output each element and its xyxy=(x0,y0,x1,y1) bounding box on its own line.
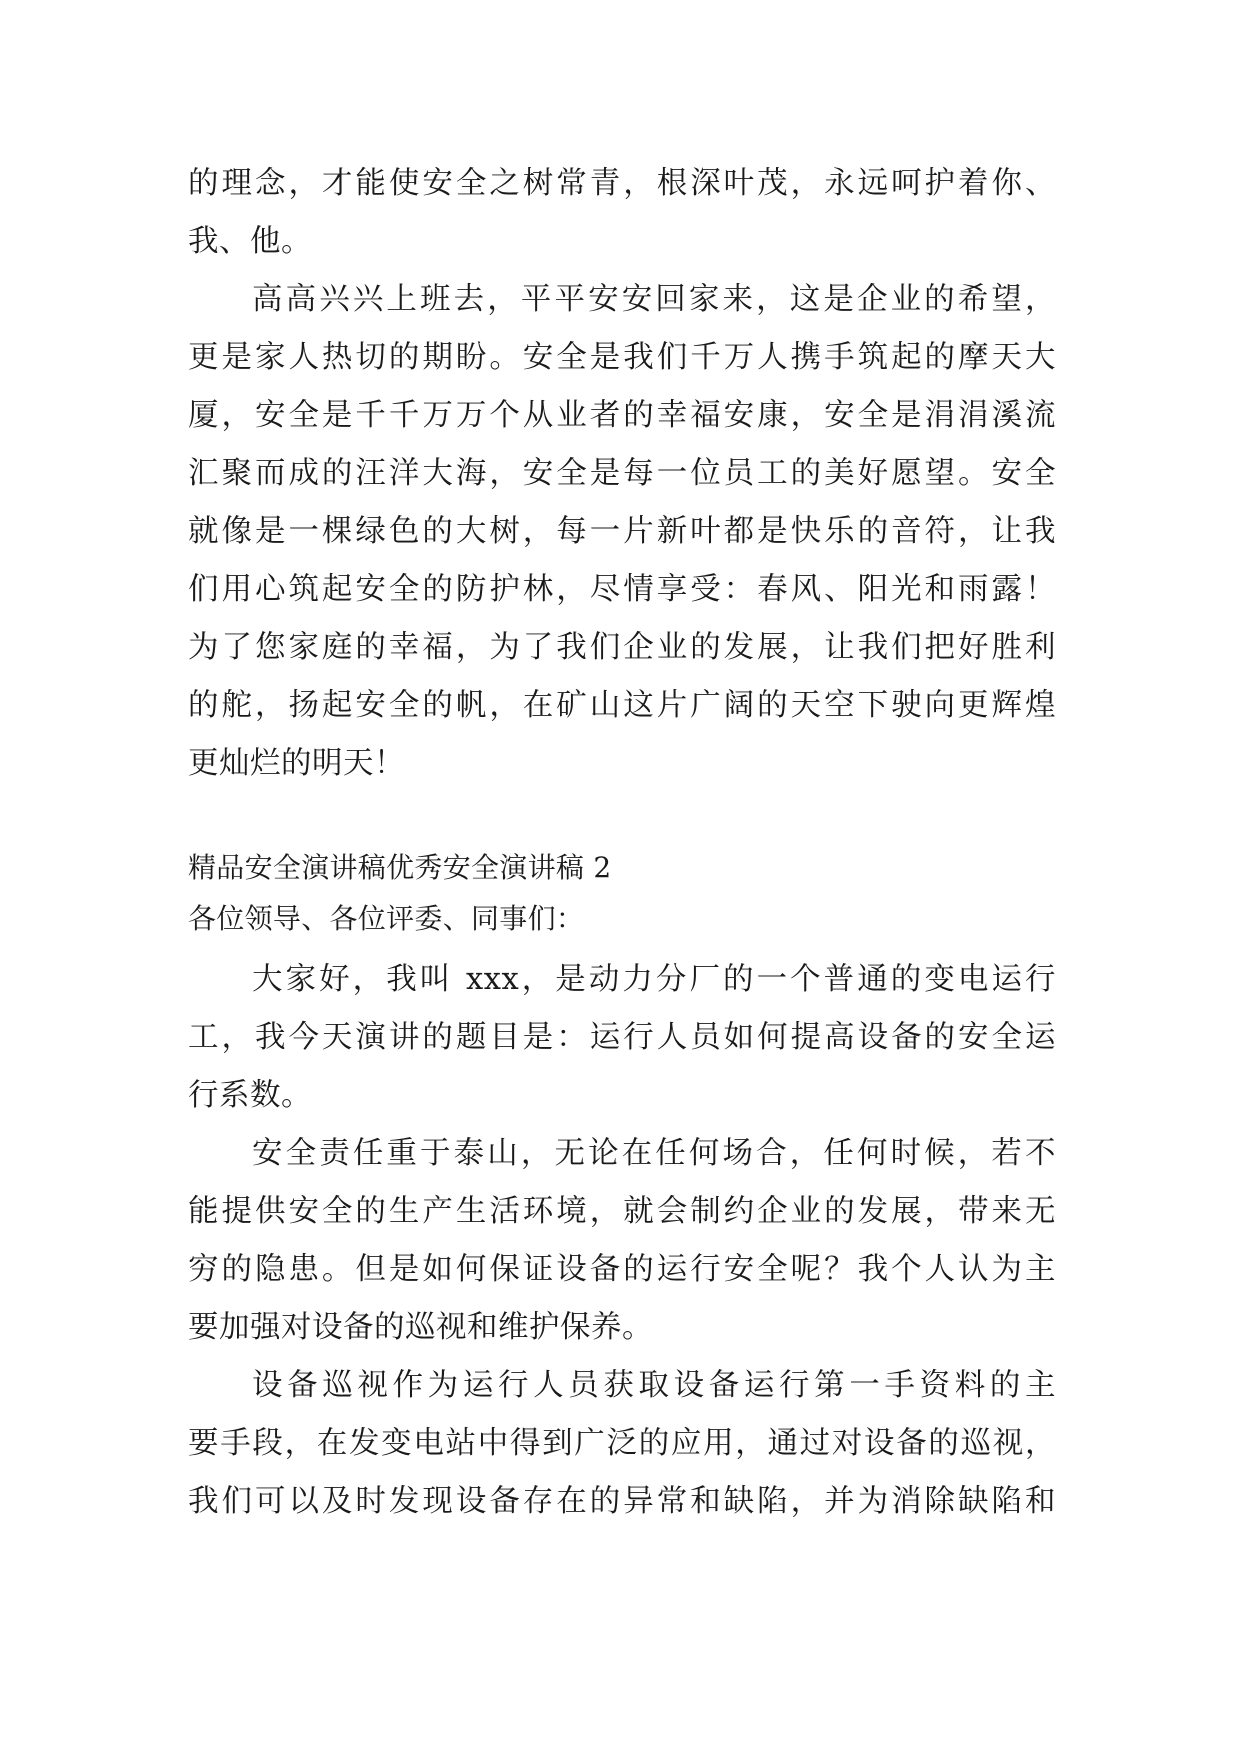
paragraph-line: 我们可以及时发现设备存在的异常和缺陷，并为消除缺陷和 xyxy=(188,1484,1056,1519)
paragraph-line: 的舵，扬起安全的帆，在矿山这片广阔的天空下驶向更辉煌 xyxy=(188,688,1056,723)
paragraph-line: 要手段，在发变电站中得到广泛的应用，通过对设备的巡视， xyxy=(188,1426,1056,1461)
paragraph-line: 更灿烂的明天！ xyxy=(188,746,405,781)
paragraph-line: 要加强对设备的巡视和维护保养。 xyxy=(188,1310,653,1345)
paragraph-line: 设备巡视作为运行人员获取设备运行第一手资料的主 xyxy=(252,1368,1056,1403)
paragraph-line: 穷的隐患。但是如何保证设备的运行安全呢？我个人认为主 xyxy=(188,1252,1056,1287)
paragraph-line: 厦，安全是千千万万个从业者的幸福安康，安全是涓涓溪流 xyxy=(188,398,1056,433)
paragraph-line: 的理念，才能使安全之树常青，根深叶茂，永远呵护着你、 xyxy=(188,166,1056,201)
paragraph-4 xyxy=(188,1125,1056,1357)
paragraph-line: 为了您家庭的幸福，为了我们企业的发展，让我们把好胜利 xyxy=(188,630,1056,665)
paragraph-line: 我、他。 xyxy=(188,224,312,259)
paragraph-2 xyxy=(188,271,1056,793)
paragraph-line: 行系数。 xyxy=(188,1078,312,1113)
paragraph-line: 更是家人热切的期盼。安全是我们千万人携手筑起的摩天大 xyxy=(188,340,1056,375)
paragraph-line: 就像是一棵绿色的大树，每一片新叶都是快乐的音符，让我 xyxy=(188,514,1056,549)
paragraph-line: 能提供安全的生产生活环境，就会制约企业的发展，带来无 xyxy=(188,1194,1056,1229)
section-title: 精品安全演讲稿优秀安全演讲稿 2 xyxy=(188,851,612,884)
paragraph-line: 大家好，我叫 xxx，是动力分厂的一个普通的变电运行 xyxy=(252,962,1056,997)
paragraph-3 xyxy=(188,951,1056,1125)
paragraph-line: 安全责任重于泰山，无论在任何场合，任何时候，若不 xyxy=(252,1136,1056,1171)
paragraph-line: 工，我今天演讲的题目是：运行人员如何提高设备的安全运 xyxy=(188,1020,1056,1055)
paragraph-1 xyxy=(188,155,1056,271)
salutation: 各位领导、各位评委、同事们： xyxy=(188,902,585,935)
paragraph-line: 们用心筑起安全的防护林，尽情享受：春风、阳光和雨露！ xyxy=(188,572,1056,607)
paragraph-line: 汇聚而成的汪洋大海，安全是每一位员工的美好愿望。安全 xyxy=(188,456,1056,491)
paragraph-5 xyxy=(188,1357,1056,1531)
paragraph-line: 高高兴兴上班去，平平安安回家来，这是企业的希望， xyxy=(252,282,1056,317)
document-page xyxy=(188,155,1056,1531)
section-spacer xyxy=(188,793,1056,843)
